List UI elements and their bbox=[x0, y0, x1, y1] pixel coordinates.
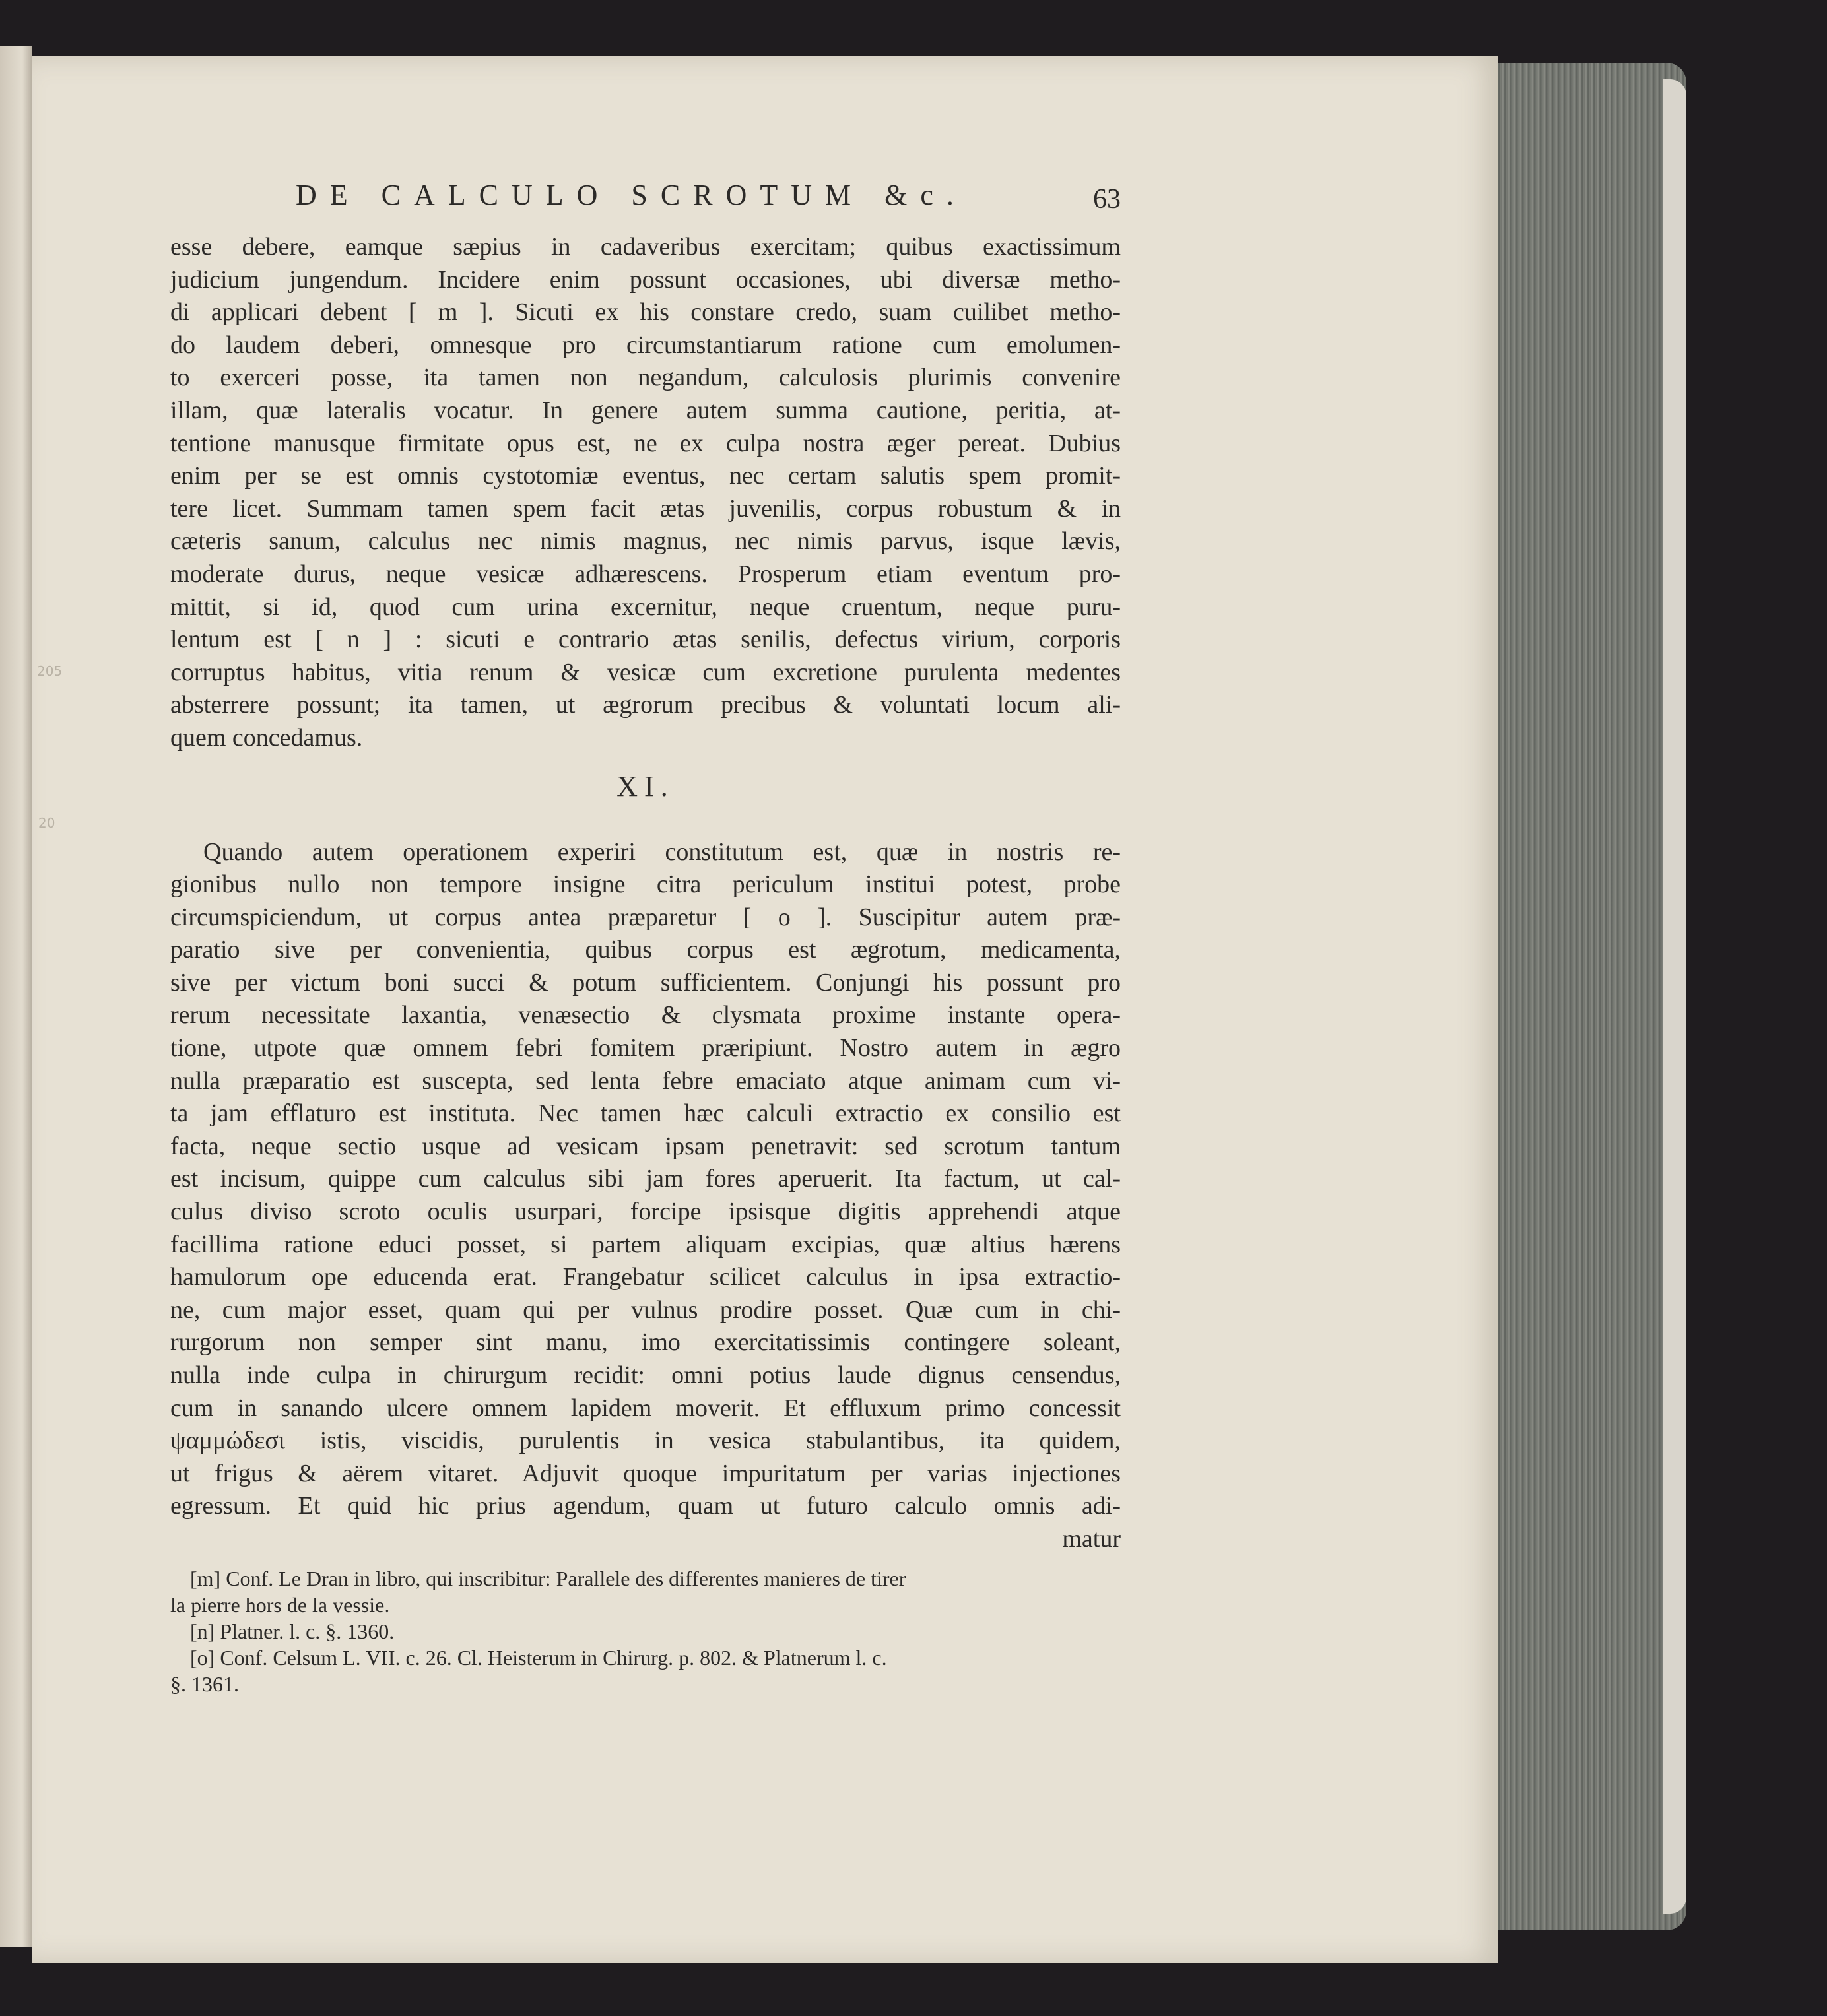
footnote-line: la pierre hors de la vessie. bbox=[170, 1592, 390, 1617]
text-line: ut frigus & aërem vitaret. Adjuvit quoque impuritatum per varias injectiones bbox=[170, 1459, 1121, 1487]
book-cover-edge bbox=[1663, 79, 1686, 1914]
text-line: facillima ratione educi posset, si partem aliquam excipias, quæ altius hærens bbox=[170, 1230, 1121, 1258]
text-line: facta, neque sectio usque ad vesicam ipsam penetravit: sed scrotum tantum bbox=[170, 1132, 1121, 1160]
text-line: nulla præparatio est suscepta, sed lenta febre emaciato atque animam cum vi- bbox=[170, 1066, 1121, 1095]
text-line: cæteris sanum, calculus nec nimis magnus, nec nimis parvus, isque lævis, bbox=[170, 527, 1121, 556]
text-line: tere licet. Summam tamen spem facit ætas juvenilis, corpus robustum & in bbox=[170, 494, 1121, 523]
text-line: esse debere, eamque sæpius in cadaveribus exercitam; quibus exactissimum bbox=[170, 233, 1121, 261]
text-line: culus diviso scroto oculis usurpari, forcipe ipsisque digitis apprehendi atque bbox=[170, 1198, 1121, 1226]
gutter-mark: 20 bbox=[38, 815, 55, 831]
footnote-line: [o] Conf. Celsum L. VII. c. 26. Cl. Heisterum in Chirurg. p. 802. & Platnerum l. c. bbox=[190, 1645, 887, 1670]
text-line: rerum necessitate laxantia, venæsectio & clysmata proxime instante opera- bbox=[170, 1001, 1121, 1029]
text-line: tentione manusque firmitate opus est, ne ex culpa nostra æger pereat. Dubius bbox=[170, 429, 1121, 457]
text-line: di applicari debent [ m ]. Sicuti ex his constare credo, suam cuilibet metho- bbox=[170, 298, 1121, 327]
running-head bbox=[170, 178, 1121, 231]
text-line: enim per se est omnis cystotomiæ eventus, nec certam salutis spem promit- bbox=[170, 462, 1121, 490]
catchword: matur bbox=[1062, 1524, 1121, 1553]
text-line: circumspiciendum, ut corpus antea præparetur [ o ]. Suscipitur autem præ- bbox=[170, 903, 1121, 931]
text-line: ta jam efflaturo est instituta. Nec tamen hæc calculi extractio ex consilio est bbox=[170, 1099, 1121, 1128]
footnote-line: §. 1361. bbox=[170, 1672, 239, 1696]
previous-page-edge bbox=[0, 46, 32, 1947]
text-line: illam, quæ lateralis vocatur. In genere autem summa cautione, peritia, at- bbox=[170, 396, 1121, 424]
text-line: egressum. Et quid hic prius agendum, quam ut futuro calculo omnis adi- bbox=[170, 1492, 1121, 1520]
text-line: gionibus nullo non tempore insigne citra periculum institui potest, probe bbox=[170, 870, 1121, 899]
text-line: hamulorum ope educenda erat. Frangebatur scilicet calculus in ipsa extractio- bbox=[170, 1263, 1121, 1291]
book-fore-edge bbox=[1495, 63, 1686, 1930]
footnote-line: [m] Conf. Le Dran in libro, qui inscribitur: Parallele des differentes manieres de tirer bbox=[190, 1566, 906, 1590]
text-line: judicium jungendum. Incidere enim possunt occasiones, ubi diversæ metho- bbox=[170, 265, 1121, 294]
text-line: Quando autem operationem experiri constitutum est, quæ in nostris re- bbox=[203, 837, 1121, 866]
running-title: DE CALCULO SCROTUM &c. bbox=[296, 179, 967, 211]
text-line: quem concedamus. bbox=[170, 723, 363, 752]
gutter-mark: 205 bbox=[37, 663, 63, 679]
text-line: est incisum, quippe cum calculus sibi jam fores aperuerit. Ita factum, ut cal- bbox=[170, 1165, 1121, 1193]
text-block bbox=[170, 178, 1121, 1697]
text-line: do laudem deberi, omnesque pro circumstantiarum ratione cum emolumen- bbox=[170, 331, 1121, 359]
paragraph-2 bbox=[170, 836, 1121, 1556]
paragraph-1 bbox=[170, 231, 1121, 755]
text-line: paratio sive per convenientia, quibus corpus est ægrotum, medicamenta, bbox=[170, 936, 1121, 964]
text-line: sive per victum boni succi & potum sufficientem. Conjungi his possunt pro bbox=[170, 968, 1121, 996]
footnotes bbox=[170, 1565, 1121, 1697]
section-heading: XI. bbox=[616, 769, 675, 802]
text-line: cum in sanando ulcere omnem lapidem moverit. Et effluxum primo concessit bbox=[170, 1394, 1121, 1422]
text-line: to exerceri posse, ita tamen non negandum, calculosis plurimis convenire bbox=[170, 364, 1121, 392]
footnote-line: [n] Platner. l. c. §. 1360. bbox=[190, 1619, 395, 1643]
page-number: 63 bbox=[1093, 184, 1121, 214]
text-line: mittit, si id, quod cum urina excernitur, neque cruentum, neque puru- bbox=[170, 593, 1121, 621]
text-line: moderate durus, neque vesicæ adhærescens. Prosperum etiam eventum pro- bbox=[170, 560, 1121, 588]
text-line: tione, utpote quæ omnem febri fomitem præripiunt. Nostro autem in ægro bbox=[170, 1034, 1121, 1062]
text-line: ψαμμώδεσι istis, viscidis, purulentis in vesica stabulantibus, ita quidem, bbox=[170, 1427, 1121, 1455]
text-line: lentum est [ n ] : sicuti e contrario ætas senilis, defectus virium, corporis bbox=[170, 626, 1121, 654]
text-line: absterrere possunt; ita tamen, ut ægrorum precibus & voluntati locum ali- bbox=[170, 691, 1121, 719]
text-line: ne, cum major esset, quam qui per vulnus prodire posset. Quæ cum in chi- bbox=[170, 1295, 1121, 1324]
text-line: rurgorum non semper sint manu, imo exercitatissimis contingere soleant, bbox=[170, 1328, 1121, 1357]
text-line: corruptus habitus, vitia renum & vesicæ cum excretione purulenta medentes bbox=[170, 658, 1121, 686]
text-line: nulla inde culpa in chirurgum recidit: omni potius laude dignus censendus, bbox=[170, 1361, 1121, 1389]
